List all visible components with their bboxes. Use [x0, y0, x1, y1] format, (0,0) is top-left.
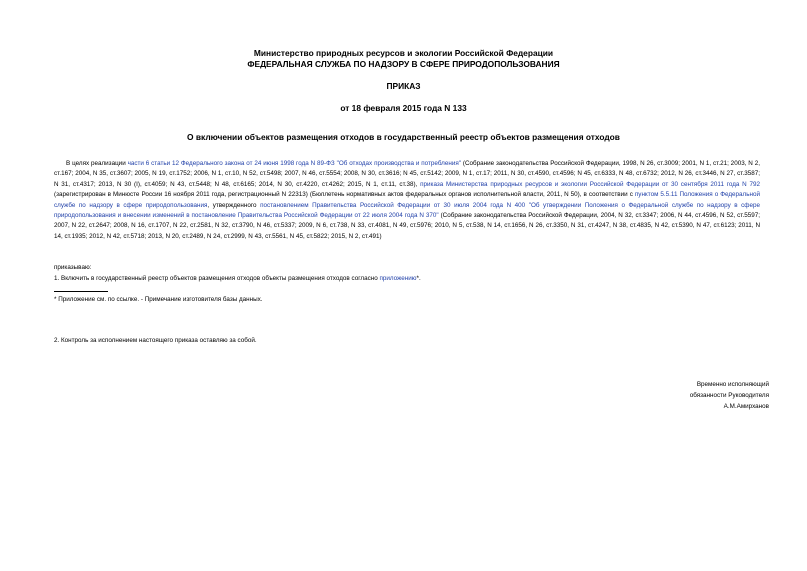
order-item-1-text: 1. Включить в государственный реестр объектов размещения отходов объекты размещения отходов согласно [54, 275, 380, 282]
order-verb: приказываю: [54, 264, 92, 271]
doc-date-number: от 18 февраля 2015 года N 133 [340, 103, 467, 113]
order-792-link[interactable]: приказа Министерства природных ресурсов и экологии Российской Федерации от 30 сентября 2011 года N 792 [420, 180, 760, 188]
signature-position-1: Временно исполняющий [696, 381, 769, 388]
ministry-name: Министерство природных ресурсов и экологии Российской Федерации [253, 48, 554, 58]
doc-type: ПРИКАЗ [386, 81, 421, 91]
doc-title: О включении объектов размещения отходов в государственный реестр объектов размещения отходов [187, 132, 620, 142]
appendix-link[interactable]: приложению [379, 275, 417, 282]
signature-name: А.М.Амирханов [723, 403, 769, 410]
preamble-text-4: , утвержденного [207, 201, 261, 209]
clause-5-5-11-link[interactable]: пунктом 5.5.11 Положения о Федеральной службе по надзору в сфере природопользования [54, 191, 761, 209]
footnote: * Приложение см. по ссылке. - Примечание изготовителя базы данных. [54, 296, 263, 303]
order-item-1-tail: *. [416, 275, 421, 282]
resolution-400-link[interactable]: постановлением Правительства Российской Федерации от 30 июля 2004 года N 400 "Об утверждении Положения о Федеральной службе по надзору в сфере природопользования и внесении изменений в постановление Правительства Российской Федерации от 22 июля 2004 года N 370" [54, 201, 760, 220]
order-item-2: 2. Контроль за исполнением настоящего приказа оставляю за собой. [54, 337, 257, 344]
preamble-text-5: (Собрание законодательства Российской Федерации, 2004, N 32, ст.3347; 2006, N 44, ст.4596, N 52, ст.5597; 2007, N 22, ст.2647; 2008, N 16, ст.1707, N 22, ст.2581, N 32, ст.3790, N 46, ст.5337; 2009, N 6, ст.738, N 33, ст.4081, N 49, ст.5976; 2010, N 5, ст.538, N 14, ст.1656, N 26, ст.3350, N 31, ст.4247, N 38, ст.4835, N 42, ст.5390, N 47, ст.6123; 2011, N 14, ст.1935; 2012, N 42, ст.5718; 2013, N 20, ст.2489, N 24, ст.2999, N 43, ст.5561, N 45, ст.5822; 2015, N 2, ст.491) [54, 212, 760, 240]
order-item-1 [54, 274, 421, 284]
service-name: ФЕДЕРАЛЬНАЯ СЛУЖБА ПО НАДЗОРУ В СФЕРЕ ПРИРОДОПОЛЬЗОВАНИЯ [247, 59, 560, 69]
preamble-text-3: (зарегистрирован в Минюсте России 16 ноября 2011 года, регистрационный N 22313) (Бюллетень нормативных актов федеральных органов исполнительной власти, 2011, N 50), в соответствии с [54, 191, 635, 199]
footnote-divider [54, 291, 108, 292]
law-89fz-link[interactable]: части 6 статьи 12 Федерального закона от 24 июня 1998 года N 89-ФЗ "Об отходах производства и потребления" [127, 160, 461, 167]
preamble-text-2: (Собрание законодательства Российской Федерации, 1998, N 26, ст.3009; 2001, N 1, ст.21; 2003, N 2, ст.167; 2004, N 35, ст.3607; 2005, N 19, ст.1752; 2006, N 1, ст.10, N 52, ст.5498; 2007, N 46, ст.5554; 2008, N 30, ст.3616; N 45, ст.5142; 2009, N 1, ст.17; 2011, N 30, ст.4590, ст.4596; N 45, ст.6333, N 48, ст.6732; 2012, N 26, ст.3446, N 27, ст.3587; N 31, ст.4317; 2013, N 30 (I), ст.4059; N 43, ст.5448; N 48, ст.6165; 2014, N 30, ст.4220, ст.4262; 2015, N 1, ст.11, ст.38), [54, 160, 760, 188]
preamble-paragraph [54, 159, 760, 242]
preamble-text-1: В целях реализации [66, 160, 128, 167]
signature-position-2: обязанности Руководителя [689, 392, 769, 399]
signature-block [690, 379, 769, 412]
